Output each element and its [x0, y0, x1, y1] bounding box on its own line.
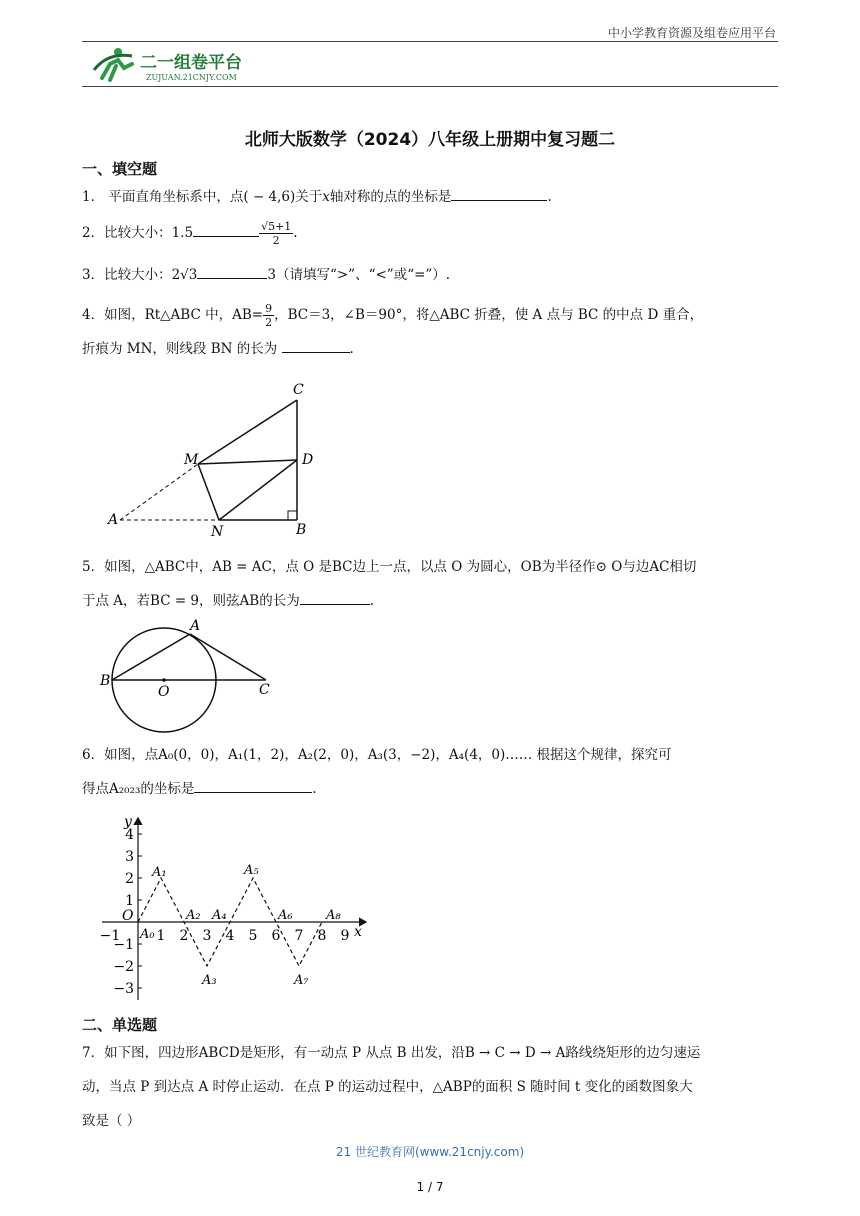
x-tick-2: 2 [179, 928, 189, 944]
question-4: 4．如图，Rt△ABC 中，AB= $\frac{9}{2}$ ，BC＝3，∠B＝90°，将△ABC 折叠，使 A 点与 BC 的中点 D 重合， 折痕为 MN，则线段 BN 的长为 . [82, 302, 704, 357]
label-O5: O [158, 684, 170, 700]
platform-name: 中小学教育资源及组卷应用平台 [607, 26, 776, 40]
x-tick-6: 6 [271, 928, 281, 944]
y-tick-3: 3 [125, 849, 134, 865]
label-M: M [184, 452, 199, 468]
x-tick-8: 8 [317, 928, 327, 944]
label-N: N [211, 524, 224, 540]
question-7: 7．如下图，四边形ABCD是矩形，有一动点 P 从点 B 出发，沿B → C → D → A路线绕矩形的边匀速运 动，当点 P 到达点 A 时停止运动．在点 P 的运动过程中，△ABP的面积 S 随时间 t 变化的函数图象大 致是（ ） [82, 1045, 701, 1129]
figure-circle-tangent [96, 614, 286, 734]
x-tick-5: 5 [248, 928, 258, 944]
label-B5: B [100, 673, 111, 689]
page-title: 北师大版数学（2024）八年级上册期中复习题二 [244, 130, 616, 150]
header-divider-bottom [82, 86, 778, 87]
answer-blank-1 [451, 184, 547, 201]
site-logo [88, 44, 278, 90]
y-axis-label: y [124, 814, 132, 830]
label-B: B [296, 522, 307, 538]
label-C: C [293, 382, 304, 398]
point-A2: A₂ [186, 908, 201, 923]
answer-blank-4 [282, 336, 350, 353]
point-A1: A₁ [152, 865, 167, 880]
page-number: 1 / 7 [416, 1180, 444, 1194]
label-A: A [108, 512, 119, 528]
answer-blank-2 [193, 220, 259, 237]
point-A5: A₅ [244, 863, 259, 878]
y-tick-1: 1 [125, 893, 134, 909]
question-5: 5．如图，△ABC中，AB = AC，点 O 是BC边上一点，以点 O 为圆心，OB为半径作⊙ O与边AC相切 于点 A，若BC = 9，则弦AB的长为 . [82, 559, 697, 609]
x-tick-m1: −1 [99, 928, 121, 944]
point-A0: A₀ [140, 927, 155, 942]
question-6: 6．如图，点A₀(0，0)，A₁(1，2)，A₂(2，0)，A₃(3，−2)，A₄(4，0)…… 根据这个规律，探究可 得点A₂₀₂₃的坐标是 . [82, 747, 672, 797]
question-1: 1． 平面直角坐标系中，点( − 4,6)关于x轴对称的点的坐标是 . [82, 180, 778, 214]
answer-blank-6 [194, 776, 312, 793]
footer-link[interactable]: 21 世纪教育网(www.21cnjy.com) [335, 1145, 525, 1159]
figure-fold-triangle [100, 380, 330, 540]
question-3: 3．比较大小：2√3 3（请填写“>”、“<”或“=”）. [82, 258, 778, 292]
y-tick-2: 2 [125, 871, 134, 887]
logo-text-url: ZUJUAN.21CNJY.COM [146, 73, 237, 82]
label-A5: A [190, 618, 201, 634]
x-tick-3: 3 [202, 928, 212, 944]
y-tick-4: 4 [125, 827, 134, 843]
y-tick-m1: −1 [113, 937, 134, 953]
y-tick-m2: −2 [113, 959, 134, 975]
question-2: 2．比较大小：1.5 $\frac{√5+1}{2}$ . [82, 220, 298, 247]
origin-label: O [122, 908, 134, 924]
answer-blank-3 [197, 262, 267, 279]
section-heading-single-choice: 二、单选题 [82, 1016, 158, 1034]
label-D: D [302, 452, 314, 468]
x-tick-4: 4 [225, 928, 235, 944]
logo-text-cn: 二一组卷平台 [140, 53, 242, 73]
x-axis-label: x [354, 924, 362, 940]
label-C5: C [259, 682, 270, 698]
figure-zigzag-graph [96, 812, 376, 1007]
point-A8: A₈ [326, 908, 341, 923]
answer-blank-5 [300, 588, 370, 605]
x-tick-9: 9 [340, 928, 350, 944]
y-tick-m3: −3 [113, 981, 134, 997]
point-A4: A₄ [212, 908, 227, 923]
point-A6: A₆ [278, 908, 293, 923]
x-tick-7: 7 [294, 928, 304, 944]
point-A3: A₃ [202, 973, 217, 988]
x-tick-1: 1 [156, 928, 166, 944]
section-heading-fill-blank: 一、填空题 [82, 160, 158, 178]
point-A7: A₇ [294, 973, 309, 988]
header-divider [82, 41, 778, 42]
